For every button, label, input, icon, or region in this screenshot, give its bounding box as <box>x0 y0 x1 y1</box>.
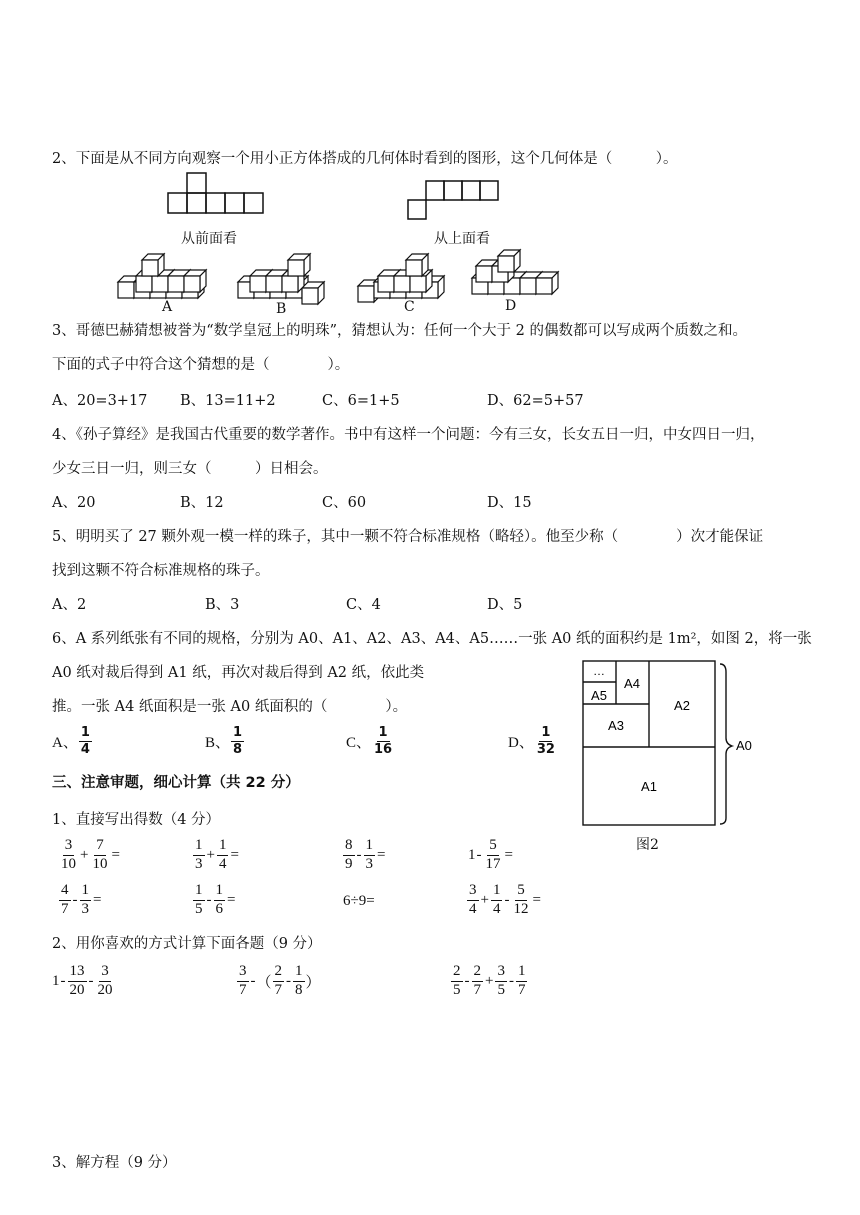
section3-title: 三、注意审题，细心计算（共 22 分） <box>52 775 300 791</box>
q6-line3: 推。一张 A4 纸面积是一张 A0 纸面积的（ ）。 <box>52 699 408 715</box>
calc-1-2: $\frac{1}{3}$ + $\frac{1}{4}$ = <box>195 837 239 872</box>
top-view-label: 从上面看 <box>434 231 490 247</box>
q3-option-c: C、6=1+5 <box>322 393 400 409</box>
option-d-label: D <box>505 298 517 314</box>
q5-option-c: C、4 <box>346 597 381 613</box>
figure-label-ellipsis: … <box>593 664 605 678</box>
section3-sub3: 3、解方程（9 分） <box>52 1155 177 1171</box>
calc-1-1: $\frac{3}{10}$ + $\frac{7}{10}$ = <box>61 837 120 872</box>
q4-option-b: B、12 <box>180 495 224 511</box>
figure-label-a4: A4 <box>624 676 640 691</box>
section3-sub2: 2、用你喜欢的方式计算下面各题（9 分） <box>52 936 322 952</box>
q3-option-b: B、13=11+2 <box>180 393 276 409</box>
option-a-label: A <box>162 299 173 315</box>
q2-text: 2、下面是从不同方向观察一个用小正方体搭成的几何体时看到的图形，这个几何体是（ ）。 <box>52 151 678 167</box>
calc-1-5: $\frac{4}{7}$ - $\frac{1}{3}$ = <box>61 882 102 917</box>
figure-label-a3: A3 <box>608 718 624 733</box>
calc-1-4: 1 - $\frac{5}{17}$ = <box>468 837 513 872</box>
q5-option-b: B、3 <box>205 597 240 613</box>
q5-line1: 5、明明买了 27 颗外观一模一样的珠子，其中一颗不符合标准规格（略轻）。他至少称（ ）次才能保证 <box>52 529 764 545</box>
option-c-drawing <box>358 254 444 302</box>
q2-option-drawings <box>110 244 560 316</box>
front-view-figure <box>166 170 266 216</box>
figure-label-a5: A5 <box>591 688 607 703</box>
q6-line2: A0 纸对裁后得到 A1 纸，再次对裁后得到 A2 纸，依此类 <box>52 665 425 681</box>
q6-line1: 6、A 系列纸张有不同的规格，分别为 A0、A1、A2、A3、A4、A5……一张 A0 纸的面积约是 1m²，如图 2，将一张 <box>52 631 812 647</box>
q4-option-c: C、60 <box>322 495 367 511</box>
q4-option-d: D、15 <box>487 495 532 511</box>
q5-option-a: A、2 <box>52 597 87 613</box>
q5-line2: 找到这颗不符合标准规格的珠子。 <box>52 563 270 579</box>
calc-2-3: $\frac{2}{5}$ - $\frac{2}{7}$ + $\frac{3}{5}$ - $\frac{1}{7}$ <box>453 963 526 998</box>
q6-option-c: C、 $\frac{1}{16}$ <box>346 725 393 757</box>
option-b-label: B <box>276 301 287 317</box>
figure-label-a0: A0 <box>736 738 752 753</box>
front-view-label: 从前面看 <box>181 231 237 247</box>
q4-line1: 4、《孙子算经》是我国古代重要的数学著作。书中有这样一个问题：今有三女，长女五日一归，中女四日一归， <box>52 427 765 443</box>
option-a-drawing <box>118 254 206 298</box>
q4-line2: 少女三日一归，则三女（ ）日相会。 <box>52 461 328 477</box>
section3-sub1: 1、直接写出得数（4 分） <box>52 812 221 828</box>
q3-option-a: A、20=3+17 <box>52 393 148 409</box>
q6-option-b: B、 $\frac{1}{8}$ <box>205 725 243 757</box>
calc-1-6: $\frac{1}{5}$ - $\frac{1}{6}$ = <box>195 882 236 917</box>
calc-1-7: 6÷9= <box>343 893 375 909</box>
q3-option-d: D、62=5+57 <box>487 393 584 409</box>
calc-2-1: 1 - $\frac{13}{20}$ - $\frac{3}{20}$ <box>52 963 113 998</box>
top-view-figure <box>406 179 502 221</box>
q5-option-d: D、5 <box>487 597 523 613</box>
option-c-label: C <box>404 299 415 315</box>
option-d-drawing <box>472 250 558 294</box>
q6-option-d: D、 $\frac{1}{32}$ <box>508 725 555 757</box>
calc-2-2: $\frac{3}{7}$ - （ $\frac{2}{7}$ - $\frac{1}{8}$ ） <box>239 963 321 998</box>
q3-line1: 3、哥德巴赫猜想被誉为“数学皇冠上的明珠”，猜想认为：任何一个大于 2 的偶数都可以写成两个质数之和。 <box>52 323 747 339</box>
q4-option-a: A、20 <box>52 495 96 511</box>
figure-label-a2: A2 <box>674 698 690 713</box>
calc-1-3: $\frac{8}{9}$ - $\frac{1}{3}$ = <box>345 837 386 872</box>
figure-caption: 图2 <box>636 837 659 853</box>
option-b-drawing <box>238 254 324 304</box>
a-series-paper-figure <box>580 658 780 830</box>
q3-line2: 下面的式子中符合这个猜想的是（ ）。 <box>52 357 350 373</box>
calc-1-8: $\frac{3}{4}$ + $\frac{1}{4}$ - $\frac{5}{12}$ = <box>469 882 541 917</box>
q6-option-a: A、 $\frac{1}{4}$ <box>52 725 90 757</box>
figure-label-a1: A1 <box>641 779 657 794</box>
